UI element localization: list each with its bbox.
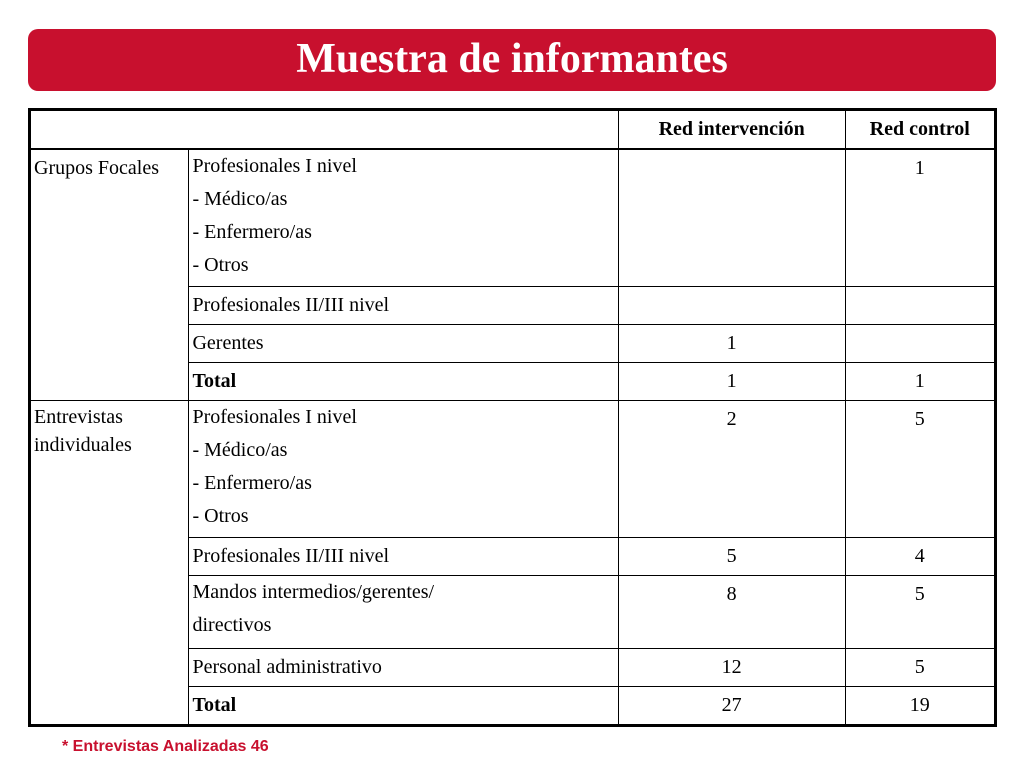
category-cell — [189, 687, 618, 726]
cell-value: 8 — [726, 583, 737, 605]
cell-value: 5 — [914, 583, 925, 605]
red-intervencion-cell — [618, 576, 845, 649]
category-line: - Enfermero/as — [192, 472, 312, 494]
red-control-cell — [845, 149, 995, 287]
table-body — [30, 149, 996, 726]
red-control-cell — [845, 576, 995, 649]
group-name-cell: Entrevistas individuales — [30, 401, 189, 726]
footnote: * Entrevistas Analizadas 46 — [62, 738, 269, 755]
category-line: - Médico/as — [192, 439, 288, 461]
red-control-cell — [845, 538, 995, 576]
group-name-cell: Grupos Focales — [30, 149, 189, 401]
category-cell — [189, 576, 618, 649]
header-empty — [30, 110, 619, 150]
cell-value: 1 — [914, 370, 925, 392]
category-line: Total — [192, 370, 237, 392]
cell-value: 1 — [726, 332, 737, 354]
informants-table — [28, 108, 997, 727]
header-red-intervencion: Red intervención — [618, 110, 845, 150]
red-control-cell — [845, 649, 995, 687]
category-line: Profesionales I nivel — [192, 155, 357, 177]
table-row — [30, 149, 996, 287]
cell-value: 1 — [914, 157, 925, 179]
cell-value: 2 — [726, 408, 737, 430]
red-control-cell — [845, 325, 995, 363]
cell-value — [619, 287, 845, 324]
cell-value: 5 — [914, 408, 925, 430]
cell-value: 12 — [721, 656, 742, 678]
red-intervencion-cell — [618, 325, 845, 363]
cell-value: 5 — [726, 545, 737, 567]
red-control-cell — [845, 687, 995, 726]
category-line: Profesionales I nivel — [192, 406, 357, 428]
cell-value: 1 — [726, 370, 737, 392]
category-cell — [189, 363, 618, 401]
table-row — [30, 401, 996, 538]
cell-value — [619, 150, 845, 187]
cell-value — [846, 287, 994, 324]
category-cell — [189, 325, 618, 363]
red-control-cell — [845, 363, 995, 401]
red-intervencion-cell — [618, 687, 845, 726]
category-line: Profesionales II/III nivel — [192, 545, 390, 567]
red-control-cell — [845, 401, 995, 538]
title-banner — [28, 29, 996, 91]
cell-value: 5 — [914, 656, 925, 678]
cell-value: 19 — [909, 694, 930, 716]
category-line: directivos — [192, 614, 272, 636]
category-cell — [189, 287, 618, 325]
category-cell — [189, 149, 618, 287]
red-control-cell — [845, 287, 995, 325]
red-intervencion-cell — [618, 363, 845, 401]
header-red-control: Red control — [845, 110, 995, 150]
red-intervencion-cell — [618, 149, 845, 287]
red-intervencion-cell — [618, 538, 845, 576]
category-cell — [189, 649, 618, 687]
table-header — [30, 110, 996, 150]
cell-value — [846, 325, 994, 362]
cell-value: 27 — [721, 694, 742, 716]
red-intervencion-cell — [618, 649, 845, 687]
category-line: - Otros — [192, 505, 249, 527]
cell-value: 4 — [914, 545, 925, 567]
category-cell — [189, 538, 618, 576]
category-line: - Otros — [192, 254, 249, 276]
category-line: Profesionales II/III nivel — [192, 294, 390, 316]
category-line: - Enfermero/as — [192, 221, 312, 243]
category-cell — [189, 401, 618, 538]
category-line: - Médico/as — [192, 188, 288, 210]
red-intervencion-cell — [618, 287, 845, 325]
red-intervencion-cell — [618, 401, 845, 538]
category-line: Personal administrativo — [192, 656, 382, 678]
page-title: Muestra de informantes — [296, 36, 728, 82]
category-line: Gerentes — [192, 332, 264, 354]
category-line: Mandos intermedios/gerentes/ — [192, 581, 435, 603]
category-line: Total — [192, 694, 237, 716]
